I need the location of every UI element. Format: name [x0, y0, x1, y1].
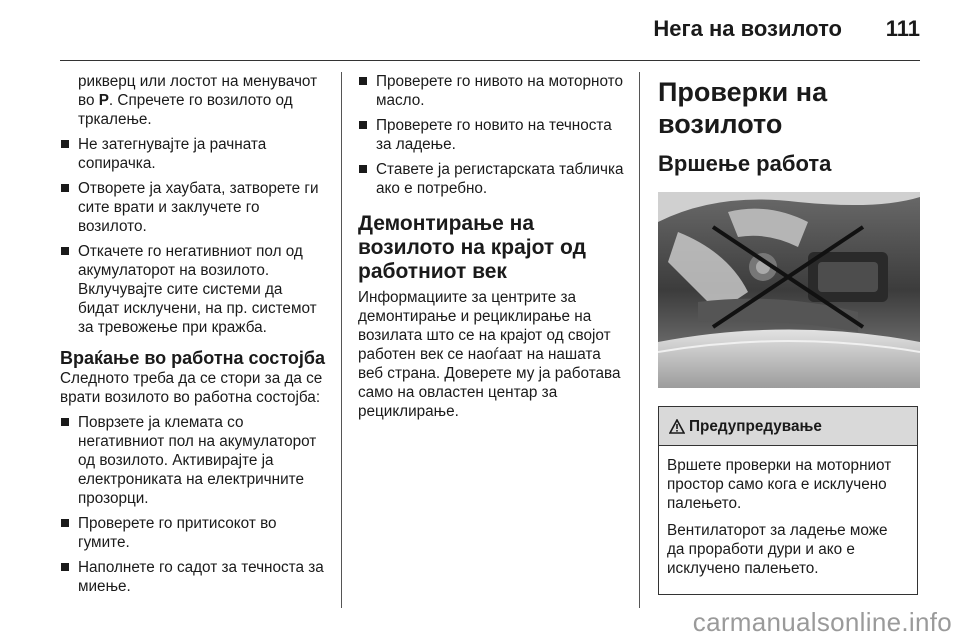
watermark: carmanualsonline.info [692, 607, 952, 637]
list-item: Не затегнувајте ја рачната сопирачка. [60, 135, 328, 173]
page-header [60, 0, 920, 61]
bullet-icon [61, 140, 69, 148]
list-item: Наполнете го садот за течноста за миење. [60, 558, 328, 596]
page-number: 111 [885, 16, 920, 41]
list-item: Ставете ја регистарската табличка ако е потребно. [358, 160, 626, 198]
gear-letter: P [98, 92, 109, 109]
warning-paragraph: Вршете проверки на моторниот простор само кога е исклучено палењето. [667, 457, 892, 512]
column-divider [639, 72, 640, 608]
section-heading: Враќање во работна состојба [60, 348, 326, 368]
bullet-icon [61, 563, 69, 571]
list-item: Проверете го притисокот во гумите. [60, 514, 328, 552]
warning-title: Предупредување [689, 417, 822, 435]
bullet-icon [359, 165, 367, 173]
section-intro: Следното треба да се стори за да се врати возилото во работна состојба: [60, 370, 323, 406]
list-item: Поврзете ја клемата со негативниот пол на акумулаторот од возилото. Активирајте ја електрониката на електричните прозорци. [60, 413, 328, 508]
section-heading: Демонтирање на возилото на крајот од работниот век [358, 212, 586, 283]
bullet-icon [61, 184, 69, 192]
steps-list [60, 413, 328, 596]
warning-paragraph: Вентилаторот за ладење може да проработи дури и ако е исклучено палењето. [667, 522, 888, 577]
column-right [658, 76, 920, 595]
warning-box [658, 406, 918, 595]
column-divider [341, 72, 342, 608]
steps-list [358, 72, 626, 198]
section-body: Информациите за центрите за демонтирање и рециклирање на возилата што се на крајот од својот работен век се наоѓаат на нашата веб страна. Доверете му ја работава само на овластен центар за рециклирање. [358, 289, 621, 420]
continued-paragraph: рикверц или лостот на менувачот во P. Спречете го возилото од тркалење. [78, 73, 318, 128]
bullet-icon [61, 418, 69, 426]
warning-header [659, 407, 917, 446]
warning-triangle-icon [669, 419, 685, 434]
list-item: Проверете го нивото на моторното масло. [358, 72, 626, 110]
list-item: Отворете ја хаубата, затворете ги сите врати и заклучете го возилото. [60, 179, 328, 236]
column-left [60, 72, 328, 602]
engine-bay-photo [658, 192, 920, 388]
chapter-heading: Проверки на возилото [658, 77, 828, 139]
bullet-icon [61, 247, 69, 255]
bullet-icon [61, 519, 69, 527]
engine-bay-illustration [658, 192, 920, 388]
column-middle [358, 72, 626, 421]
list-item: Проверете го новито на течноста за ладење. [358, 116, 626, 154]
bullet-icon [359, 77, 367, 85]
header-title: Нега на возилото [653, 16, 842, 41]
bullet-icon [359, 121, 367, 129]
list-item: Откачете го негативниот пол од акумулаторот на возилото. Вклучувајте сите системи да бидат исклучени, на пр. системот за тревожење при кражба. [60, 242, 328, 337]
steps-list [60, 135, 328, 337]
warning-body [659, 446, 917, 594]
section-heading: Вршење работа [658, 151, 832, 176]
